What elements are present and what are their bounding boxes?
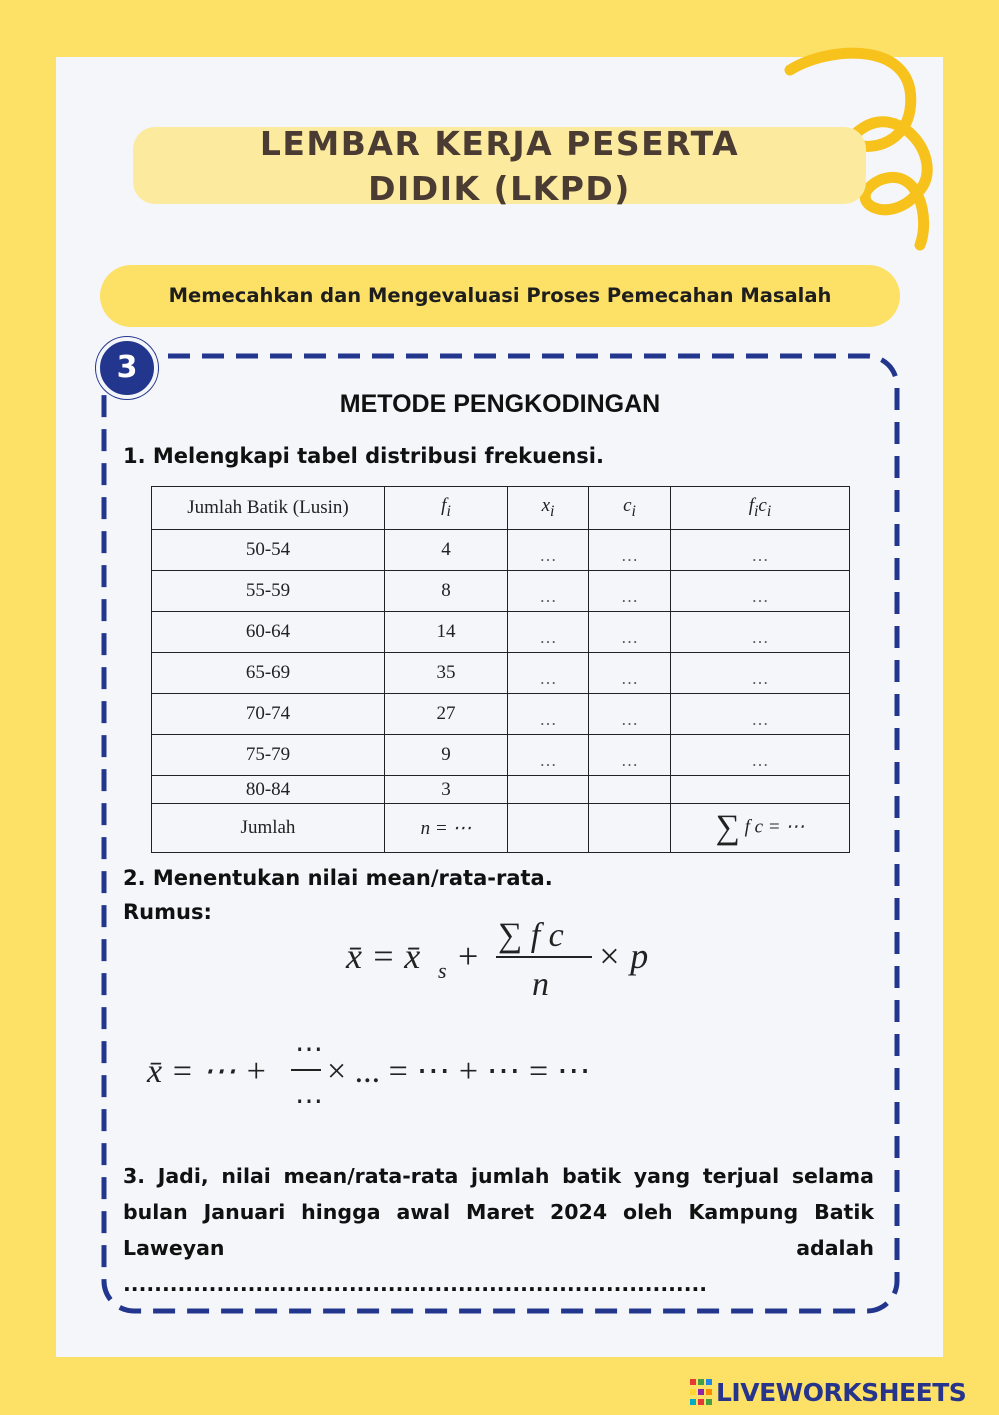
- cell-interval: 80-84: [152, 776, 385, 804]
- title-line-2: DIDIK (LKPD): [368, 169, 631, 208]
- formula-plus: +: [458, 936, 479, 976]
- formula-denominator: n: [532, 966, 549, 1003]
- table-row: [152, 735, 850, 776]
- cell-midpoint[interactable]: …: [508, 571, 589, 612]
- rumus-label: Rumus:: [123, 900, 212, 924]
- formula-lhs-subscript: s: [438, 958, 447, 983]
- cell-code[interactable]: …: [589, 694, 671, 735]
- step-2-label: 2. Menentukan nilai mean/rata-rata.: [123, 866, 553, 890]
- cell-midpoint[interactable]: …: [508, 694, 589, 735]
- total-label: Jumlah: [152, 804, 385, 853]
- calc-rest: × ... = ⋯ + ⋯ = ⋯: [327, 1053, 591, 1090]
- step-3-conclusion: 3. Jadi, nilai mean/rata-rata jumlah batik yang terjual selama bulan Januari hingga awal Maret 2024 oleh Kampung Batik Laweyan adalah ...........................................................................: [123, 1164, 874, 1296]
- cell-product[interactable]: …: [671, 612, 850, 653]
- liveworksheets-logo-icon: [690, 1379, 712, 1405]
- subtitle-banner: Memecahkan dan Mengevaluasi Proses Pemecahan Masalah: [100, 265, 900, 327]
- cell-midpoint[interactable]: …: [508, 735, 589, 776]
- cell-code[interactable]: …: [589, 530, 671, 571]
- calc-fraction-top: ⋯: [295, 1034, 323, 1065]
- cell-frequency: 35: [385, 653, 508, 694]
- cell-code[interactable]: [589, 776, 671, 804]
- cell-code[interactable]: …: [589, 653, 671, 694]
- cell-midpoint[interactable]: …: [508, 530, 589, 571]
- header-xi: $x_i$: [508, 487, 589, 530]
- cell-frequency: 27: [385, 694, 508, 735]
- mean-formula: [340, 910, 670, 1010]
- cell-code[interactable]: …: [589, 735, 671, 776]
- frequency-table: [151, 486, 850, 853]
- cell-product[interactable]: …: [671, 530, 850, 571]
- table-row: [152, 694, 850, 735]
- cell-frequency: 9: [385, 735, 508, 776]
- table-row: [152, 530, 850, 571]
- formula-times-p: × p: [597, 936, 649, 976]
- cell-midpoint[interactable]: …: [508, 653, 589, 694]
- cell-interval: 65-69: [152, 653, 385, 694]
- mean-calculation[interactable]: [145, 1030, 635, 1120]
- table-total-row: [152, 804, 850, 853]
- table-row: [152, 612, 850, 653]
- section-number-badge: 3: [96, 337, 158, 399]
- cell-product[interactable]: …: [671, 653, 850, 694]
- cell-product[interactable]: …: [671, 571, 850, 612]
- cell-frequency: 8: [385, 571, 508, 612]
- step-1-label: 1. Melengkapi tabel distribusi frekuensi.: [123, 444, 604, 468]
- cell-frequency: 14: [385, 612, 508, 653]
- formula-lhs: x̄ = x̄: [346, 936, 421, 976]
- cell-product[interactable]: …: [671, 735, 850, 776]
- cell-frequency: 4: [385, 530, 508, 571]
- header-ci: $c_i$: [589, 487, 671, 530]
- cell-interval: 70-74: [152, 694, 385, 735]
- table-header-row: [152, 487, 850, 530]
- cell-interval: 55-59: [152, 571, 385, 612]
- header-interval: Jumlah Batik (Lusin): [152, 487, 385, 530]
- table-row: [152, 653, 850, 694]
- formula-numerator: ∑ f c: [498, 917, 564, 954]
- cell-midpoint[interactable]: [508, 776, 589, 804]
- brand-name: LIVEWORKSHEETS: [716, 1377, 967, 1407]
- cell-midpoint[interactable]: …: [508, 612, 589, 653]
- cell-interval: 60-64: [152, 612, 385, 653]
- title-line-1: LEMBAR KERJA PESERTA: [259, 124, 740, 163]
- brand-watermark: [690, 1377, 966, 1407]
- cell-product[interactable]: …: [671, 694, 850, 735]
- total-n[interactable]: n = ⋯: [385, 804, 508, 853]
- calc-fraction-bottom: ⋯: [295, 1086, 323, 1117]
- total-empty-x: [508, 804, 589, 853]
- section-heading: METODE PENGKODINGAN: [339, 390, 661, 418]
- cell-code[interactable]: …: [589, 612, 671, 653]
- header-fici: $f_ic_i$: [671, 487, 850, 530]
- total-sum[interactable]: ∑ f c = ⋯: [671, 804, 850, 853]
- table-row: [152, 571, 850, 612]
- cell-interval: 75-79: [152, 735, 385, 776]
- cell-frequency: 3: [385, 776, 508, 804]
- total-empty-c: [589, 804, 671, 853]
- table-row: [152, 776, 850, 804]
- cell-code[interactable]: …: [589, 571, 671, 612]
- header-fi: $f_i$: [385, 487, 508, 530]
- cell-interval: 50-54: [152, 530, 385, 571]
- calc-lhs: x̄ = ⋯ +: [147, 1053, 268, 1090]
- cell-product[interactable]: [671, 776, 850, 804]
